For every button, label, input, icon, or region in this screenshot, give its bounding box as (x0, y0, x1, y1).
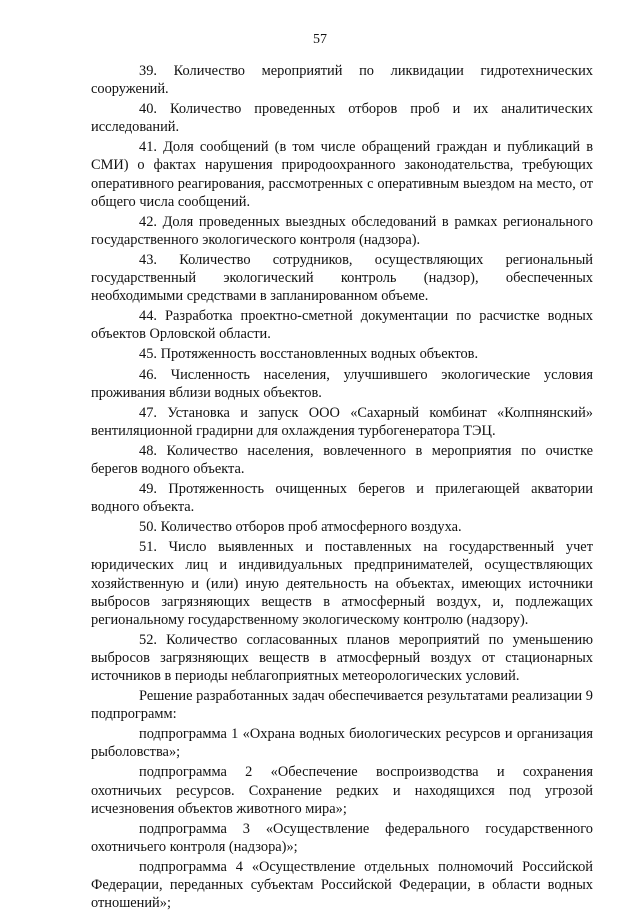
paragraph-51: 51. Число выявленных и поставленных на государственный учет юридических лиц и индивидуальных предпринимателей, осуществляющих хозяйственную и (или) иную деятельность на объектах, имеющих источники выбросов загрязняющих веществ в атмосферный воздух, и, подлежащих региональному государственному экологическому контролю (надзору). (91, 539, 593, 628)
page-number: 57 (313, 32, 327, 47)
paragraph-45: 45. Протяженность восстановленных водных объектов. (139, 346, 479, 363)
paragraph-46: 46. Численность населения, улучшившего экологические условия проживания вблизи водных объектов. (91, 366, 593, 401)
paragraph-52: 52. Количество согласованных планов мероприятий по уменьшению выбросов загрязняющих веществ в атмосферный воздух от стационарных источников в периоды неблагоприятных метеорологических условий. (91, 631, 593, 684)
subprogram-4: подпрограмма 4 «Осуществление отдельных полномочий Российской Федерации, переданных субъектам Российской Федерации, в области водных отношений»; (91, 858, 593, 912)
document-body (91, 62, 593, 912)
paragraph-50: 50. Количество отборов проб атмосферного воздуха. (139, 519, 462, 536)
paragraph-tasks-intro: Решение разработанных задач обеспечивается результатами реализации 9 подпрограмм: (91, 688, 593, 723)
paragraph-44: 44. Разработка проектно-сметной документации по расчистке водных объектов Орловской области. (91, 308, 593, 343)
subprogram-1: подпрограмма 1 «Охрана водных биологических ресурсов и организация рыболовства»; (91, 726, 593, 761)
subprogram-3: подпрограмма 3 «Осуществление федерального государственного охотничьего контроля (надзора)»; (91, 820, 593, 855)
paragraph-49: 49. Протяженность очищенных берегов и прилегающей акватории водного объекта. (91, 481, 593, 516)
paragraph-43: 43. Количество сотрудников, осуществляющих региональный государственный экологический контроль (надзор), обеспеченных необходимыми средствами в запланированном объеме. (91, 251, 593, 305)
paragraph-41: 41. Доля сообщений (в том числе обращений граждан и публикаций в СМИ) о фактах нарушения природоохранного законодательства, требующих оперативного реагирования, рассмотренных с оперативным выездом на место, от общего числа сообщений. (91, 139, 593, 210)
paragraph-42: 42. Доля проведенных выездных обследований в рамках регионального государственного экологического контроля (надзора). (91, 213, 593, 248)
paragraph-39: 39. Количество мероприятий по ликвидации гидротехнических сооружений. (91, 63, 593, 98)
paragraph-47: 47. Установка и запуск ООО «Сахарный комбинат «Колпнянский» вентиляционной градирни для охлаждения турбогенератора ТЭЦ. (91, 404, 593, 439)
paragraph-40: 40. Количество проведенных отборов проб и их аналитических исследований. (91, 101, 593, 136)
paragraph-48: 48. Количество населения, вовлеченного в мероприятия по очистке берегов водного объекта. (91, 442, 593, 477)
subprogram-2: подпрограмма 2 «Обеспечение воспроизводства и сохранения охотничьих ресурсов. Сохранение редких и находящихся под угрозой исчезновения объектов животного мира»; (91, 764, 593, 817)
